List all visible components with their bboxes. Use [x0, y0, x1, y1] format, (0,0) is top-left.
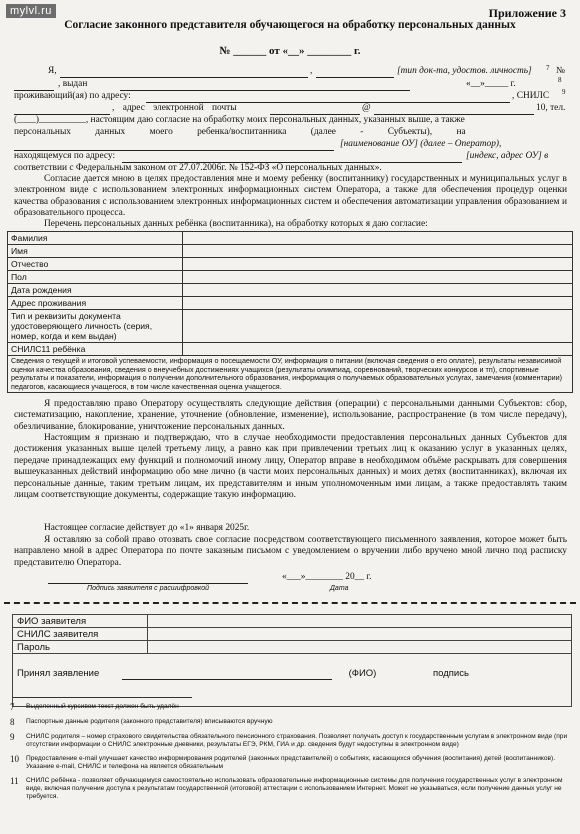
table-row: [13, 628, 572, 641]
table-row-label: Дата рождения: [8, 284, 183, 297]
line7-operator: [наименование ОУ] (далее – Оператор),: [340, 139, 502, 149]
table-row-value[interactable]: [183, 245, 573, 258]
footnote-text: СНИЛС родителя – номер страхового свидетельства обязательного пенсионного страхования. Позволяет получать доступ к государственным услугам в электронном виде (при отсутствии информации о СНИЛС электронные дневники, результаты ЕГЭ, РКМ, ГИА и др. сведения будут недоступны в электронном виде): [26, 733, 568, 748]
watermark-logo: mylvl.ru: [6, 4, 56, 18]
footnote-item: [10, 717, 570, 727]
footnote-divider: [12, 697, 192, 698]
table-row-label: Тип и реквизиты документа удостоверяющего личность (серия, номер, когда и кем выдан): [8, 310, 183, 343]
registration-label: СНИЛС заявителя: [13, 628, 148, 641]
table-note: Сведения о текущей и итоговой успеваемости, информация о посещаемости ОУ, информация о питании (включая сведения о его оплате), результаты независимой оценки качества образования, сведения о внеучебных достижениях учащихся (результаты олимпиад, соревнований, творческих конкурсов и тп), спортивные результаты и показатели, информация о получении дополнительного образования, информация о получаемых образовательных услугах, замечания (комментарии) педагогов, касающиеся учащегося, в том числе качественная оценка учащегося.: [8, 356, 573, 393]
issued-by-blank[interactable]: [120, 90, 410, 91]
validity-paragraph: Настоящее согласие действует до «1» января 2025г.: [44, 523, 250, 533]
line2-issued: , выдан: [58, 79, 88, 89]
signature-blank[interactable]: [48, 583, 248, 584]
footnote-item: [10, 702, 570, 712]
table-row: [8, 258, 573, 271]
accepted-name-blank[interactable]: [122, 668, 332, 680]
purpose-paragraph: Согласие дается мною в целях предоставления мне и моему ребенку (воспитаннику) государственных и муниципальных услуг в электронном виде с использованием электронных информационных систем Оператора, а также для обеспечения процедур оценки качества образования с использованием электронных информационных систем и обеспечения автоматизации управления образованием и образовательного процесса.: [14, 174, 567, 219]
table-row: [8, 284, 573, 297]
line4-tel: 10, тел.: [536, 103, 566, 113]
line9-law: соответствии с Федеральным законом от 27.07.2006г. № 152-ФЗ «О персональных данных».: [14, 163, 382, 173]
table-row-value[interactable]: [183, 284, 573, 297]
footnote-item: [10, 776, 570, 801]
table-row: [13, 641, 572, 654]
line2-date: «__»_____ г.: [466, 79, 516, 89]
accepted-row: [13, 654, 572, 707]
registration-table: [12, 614, 572, 707]
footnote-item: [10, 754, 570, 771]
line4-email: , адрес электронной почты: [112, 103, 237, 113]
footnote-number: 11: [10, 776, 19, 786]
table-row: [8, 310, 573, 343]
footnote-number: 8: [10, 717, 15, 727]
registration-label: Пароль: [13, 641, 148, 654]
fio-label: (ФИО): [348, 668, 377, 679]
registration-label: ФИО заявителя: [13, 615, 148, 628]
footnote-number: 9: [10, 732, 15, 742]
footnote-ref-7: 7: [546, 64, 550, 72]
line3-snils: , СНИЛС: [512, 91, 550, 101]
table-row-value[interactable]: [183, 343, 573, 356]
line8-index: [индекс, адрес ОУ] в: [466, 151, 549, 161]
table-row-label: Адрес проживания: [8, 297, 183, 310]
footnote-number: 10: [10, 754, 19, 764]
revoke-paragraph: Я оставляю за собой право отозвать свое согласие посредством соответствующего письменного заявления, которое может быть направлено мной в адрес Оператора по почте заказным письмом с уведомлением о вручении либо вручено мной лично под расписку представителю Оператора.: [14, 535, 567, 568]
footnote-ref-8: 8: [558, 76, 562, 84]
table-row-value[interactable]: [183, 258, 573, 271]
third-party-paragraph: Настоящим я признаю и подтверждаю, что в случае необходимости предоставления персональных данных Субъектов для достижения указанных выше целей третьему лицу, а равно как при привлечении третьих лиц к оказанию услуг в указанных целях, передаче принадлежащих ему функций и полномочий иному лицу, Оператор вправе в необходимом объёме раскрывать для совершения вышеуказанных действий информацию обо мне лично (в части моих персональных данных) и моих детях (воспитанниках), включая их персональные данные, таким третьим лицам, их представителям и иным уполномоченным ими лицам, а также предоставлять таким лицам соответствующие документы, содержащие такую информацию.: [14, 433, 567, 501]
table-row-label: Отчество: [8, 258, 183, 271]
document-title: Согласие законного представителя обучающегося на обработку персональных данных: [64, 19, 516, 31]
footnote-number: 7: [10, 702, 15, 712]
table-row: [8, 271, 573, 284]
footnote-item: [10, 732, 570, 749]
date-caption: Дата: [330, 585, 349, 592]
personal-data-table: [7, 231, 573, 393]
footnote-text: СНИЛС ребёнка - позволяет обучающемуся самостоятельно использовать образовательные информационные системы для получения государственных услуг в электронном виде, включая получение доступа к результатам государственной (итоговой) аттестации с использованием Интернет. Может не указываться, если получение данных услуг не требуется.: [26, 777, 563, 800]
footnote-text: Паспортные данные родителя (законного представителя) вписываются вручную: [26, 718, 273, 725]
table-row-label: Имя: [8, 245, 183, 258]
document-number-line: № ______ от «__» ________ г.: [219, 45, 361, 57]
list-intro: Перечень персональных данных ребёнка (воспитанника), на обработку которых я даю согласие:: [44, 219, 428, 229]
signature-caption: Подпись заявителя с расшифровкой: [87, 585, 209, 592]
footnotes: [10, 702, 570, 806]
accepted-label: Принял заявление: [17, 668, 100, 679]
table-row-value[interactable]: [183, 297, 573, 310]
line8-located: находящемуся по адресу:: [14, 151, 116, 161]
line3-address: проживающий(ая) по адресу:: [14, 91, 131, 101]
table-row: [8, 297, 573, 310]
doc-type-hint: [тип док-та, удостов. личность]: [397, 66, 532, 76]
table-row-value[interactable]: [183, 310, 573, 343]
table-row-label: Пол: [8, 271, 183, 284]
line1-no: №: [556, 66, 565, 76]
appendix-label: Приложение 3: [488, 6, 566, 20]
table-row: [8, 343, 573, 356]
line1-start: Я,: [48, 66, 57, 76]
registration-value[interactable]: [148, 615, 572, 628]
footnote-ref-9: 9: [562, 88, 566, 96]
email-at: @: [362, 103, 371, 113]
footnote-text: Предоставление e-mail улучшает качество информирования родителей (законных представителей) о событиях, касающихся обучения (воспитания) детей (воспитанников). Указание e-mail, СНИЛС и телефона на является обязательным: [26, 755, 556, 770]
registration-value[interactable]: [148, 628, 572, 641]
table-row-value[interactable]: [183, 271, 573, 284]
signature-date: «___»________ 20__ г.: [282, 572, 372, 582]
footnote-text: Выделенный курсивом текст должен быть удалён: [26, 703, 179, 710]
table-row: [8, 232, 573, 245]
registration-value[interactable]: [148, 641, 572, 654]
cut-line: [4, 602, 576, 604]
table-row: [13, 615, 572, 628]
table-row-label: Фамилия: [8, 232, 183, 245]
rights-paragraph: Я предоставляю право Оператору осуществлять следующие действия (операции) с персональными данными Субъектов: сбор, систематизацию, накопление, хранение, уточнение (обновление, изменение), использование, распространение (в том числе передачу), обезличивание, блокирование, уничтожение персональных данных.: [14, 399, 567, 432]
doc-type-blank[interactable]: [316, 77, 394, 78]
table-row: [8, 245, 573, 258]
table-row-label: СНИЛС11 ребёнка: [8, 343, 183, 356]
line5-consent: (____)__________, настоящим даю согласие на обработку моих персональных данных, указанных выше, а также: [14, 115, 465, 125]
line6-child: персональных данных моего ребенка/воспитанника (далее - Субъекты), на: [14, 127, 466, 137]
table-row-value[interactable]: [183, 232, 573, 245]
sign-label: подпись: [432, 668, 469, 679]
fullname-blank[interactable]: [60, 77, 308, 78]
